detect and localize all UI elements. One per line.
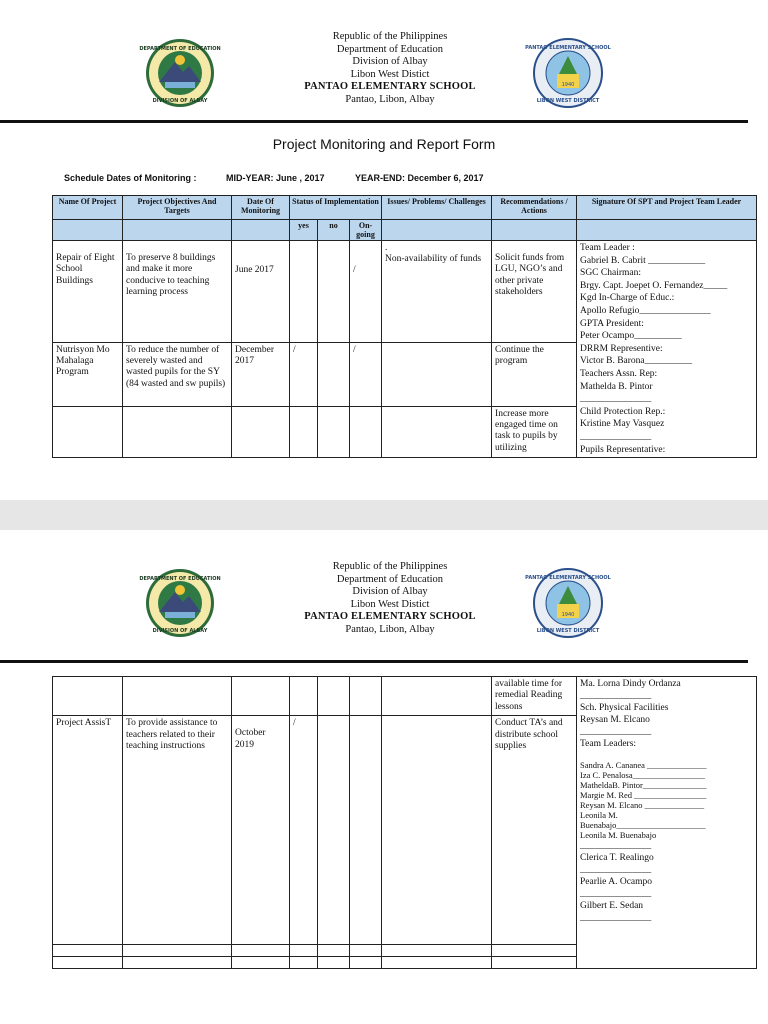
signature-line: _______________ — [580, 394, 652, 405]
school-name: PANTAO ELEMENTARY SCHOOL — [304, 81, 476, 93]
midyear-date: MID-YEAR: June , 2017 — [226, 173, 325, 183]
school-seal-icon — [525, 568, 611, 638]
header-rule — [0, 120, 748, 123]
monitoring-table — [52, 195, 757, 458]
letterhead — [0, 0, 768, 120]
seal-left-bottom-text: DIVISION OF ALBAY — [152, 98, 208, 104]
signature-cell-p1 — [577, 241, 757, 458]
signature-line: Kristine May Vasquez — [580, 419, 665, 430]
republic-line: Republic of the Philippines — [332, 561, 448, 572]
row5-date: October 2019 — [232, 716, 290, 945]
header-status: Status of Implementation — [290, 196, 382, 220]
seal-right-year: 1940 — [561, 612, 575, 618]
row1-objectives: To preserve 8 buildings and make it more conducive to teaching learning process — [123, 241, 232, 343]
signature-list — [580, 760, 753, 840]
signature-line: Margie M. Red _________________ — [580, 790, 707, 800]
yearend-date: YEAR-END: December 6, 2017 — [355, 173, 484, 183]
row1-name: Repair of Eight School Buildings — [53, 241, 123, 343]
row2-ongoing: / — [350, 342, 382, 406]
signature-line: Team Leader : — [580, 243, 635, 253]
signature-list — [580, 242, 753, 456]
address-line: Pantao, Libon, Albay — [345, 93, 435, 105]
signature-line: Leonila M. — [580, 810, 618, 820]
signature-line: Sandra A. Cananea ______________ — [580, 760, 707, 770]
seal-right-year: 1940 — [561, 82, 575, 88]
district-line: Libon West Distict — [350, 68, 430, 80]
header-no: no — [318, 220, 350, 241]
signature-list — [580, 678, 753, 750]
signature-line: Reysan M. Elcano — [580, 715, 650, 725]
row1-date: June 2017 — [232, 241, 290, 343]
address-line: Pantao, Libon, Albay — [345, 623, 435, 635]
row2-recommendations: Continue the program — [492, 342, 577, 406]
department-line: Department of Education — [336, 43, 444, 55]
header-signature: Signature Of SPT and Project Team Leader — [577, 196, 757, 220]
signature-line: Child Protection Rep.: — [580, 406, 666, 417]
signature-line: _______________ — [580, 727, 652, 737]
signature-line: Mathelda B. Pintor — [580, 381, 653, 392]
header-issues: Issues/ Problems/ Challenges — [382, 196, 492, 220]
document-page-2 — [0, 530, 768, 1024]
division-line: Division of Albay — [352, 586, 428, 598]
letterhead-text — [230, 561, 550, 637]
deped-seal-icon — [139, 38, 221, 108]
signature-line: Victor B. Barona__________ — [580, 356, 693, 367]
signature-line: Sch. Physical Facilities — [580, 703, 669, 713]
table-row — [53, 677, 757, 716]
deped-seal-icon — [139, 568, 221, 638]
signature-line: Teachers Assn. Rep: — [580, 368, 658, 379]
row5-recommendations: Conduct TA’s and distribute school supplies — [492, 716, 577, 945]
district-line: Libon West Distict — [350, 598, 430, 610]
signature-line: Kgd In-Charge of Educ.: — [580, 293, 675, 304]
school-name: PANTAO ELEMENTARY SCHOOL — [304, 611, 476, 623]
row1-recommendations: Solicit funds from LGU, NGO’s and other private stakeholders — [492, 241, 577, 343]
row3-recommendations: Increase more engaged time on task to pupils by utilizing — [492, 406, 577, 457]
signature-cell-p2 — [577, 677, 757, 969]
row1-issues-text: Non-availability of funds — [385, 254, 482, 265]
signature-line: Gilbert E. Sedan — [580, 901, 644, 911]
document-page-1 — [0, 0, 768, 500]
signature-line: Gabriel B. Cabrit ____________ — [580, 255, 706, 266]
signature-line: Ma. Lorna Dindy Ordanza — [580, 679, 681, 689]
signature-line: SGC Chairman: — [580, 268, 641, 279]
seal-right-top-text: PANTAO ELEMENTARY SCHOOL — [525, 575, 611, 581]
monitoring-table-continued — [52, 676, 757, 969]
signature-line: Reysan M. Elcano ______________ — [580, 800, 705, 810]
header-rule — [0, 660, 748, 663]
row2-yes: / — [290, 342, 318, 406]
signature-line: Buenabajo_____________________ — [580, 820, 706, 830]
signature-line: Team Leaders: — [580, 739, 637, 749]
signature-line: Iza C. Penalosa_________________ — [580, 770, 705, 780]
signature-line: MatheldaB. Pintor_______________ — [580, 780, 707, 790]
school-seal-icon — [525, 38, 611, 108]
signature-line: _______________ — [580, 889, 652, 899]
row1-no — [318, 241, 350, 343]
seal-left-bottom-text: DIVISION OF ALBAY — [152, 628, 208, 634]
row1-ongoing: / — [350, 241, 382, 343]
row4-recommendations: available time for remedial Reading lessons — [492, 677, 577, 716]
signature-list — [580, 840, 753, 924]
row1-issues — [382, 241, 492, 343]
signature-line: GPTA President: — [580, 318, 644, 329]
row2-name: Nutrisyon Mo Mahalaga Program — [53, 342, 123, 406]
signature-line: _______________ — [580, 913, 652, 923]
division-line: Division of Albay — [352, 56, 428, 68]
header-recommendations: Recommendations / Actions — [492, 196, 577, 220]
seal-left-top-text: DEPARTMENT OF EDUCATION — [139, 576, 221, 582]
signature-line: _______________ — [580, 841, 652, 851]
signature-line: DRRM Representive: — [580, 343, 663, 354]
signature-line: _______________ — [580, 865, 652, 875]
row1-issues-mark: . — [385, 243, 388, 253]
schedule-label: Schedule Dates of Monitoring : — [64, 173, 197, 183]
row5-objectives: To provide assistance to teachers related to their teaching instructions — [123, 716, 232, 945]
seal-right-bottom-text: LIBON WEST DISTRICT — [536, 98, 600, 104]
department-line: Department of Education — [336, 573, 444, 585]
signature-line: Pearlie A. Ocampo — [580, 877, 653, 887]
signature-line: Brgy. Capt. Joepet O. Fernandez_____ — [580, 280, 728, 291]
table-row — [53, 241, 757, 343]
header-date: Date Of Monitoring — [232, 196, 290, 220]
header-ongoing: On-going — [350, 220, 382, 241]
signature-line: _______________ — [580, 431, 652, 442]
signature-line: Leonila M. Buenabajo — [580, 830, 657, 840]
signature-line: _______________ — [580, 691, 652, 701]
row5-name: Project AssisT — [53, 716, 123, 945]
signature-line: Apollo Refugio_______________ — [580, 305, 711, 316]
signature-line: Peter Ocampo__________ — [580, 331, 682, 342]
row2-date: December 2017 — [232, 342, 290, 406]
letterhead-text — [230, 31, 550, 107]
form-title: Project Monitoring and Report Form — [272, 136, 496, 152]
signature-line: Pupils Representative: — [580, 444, 666, 455]
seal-right-top-text: PANTAO ELEMENTARY SCHOOL — [525, 45, 611, 51]
row5-yes: / — [290, 716, 318, 945]
header-name: Name Of Project — [53, 196, 123, 220]
letterhead — [0, 530, 768, 650]
signature-line: Clerica T. Realingo — [580, 853, 654, 863]
republic-line: Republic of the Philippines — [332, 31, 448, 42]
row2-issues — [382, 342, 492, 406]
row2-no — [318, 342, 350, 406]
row1-yes — [290, 241, 318, 343]
header-yes: yes — [290, 220, 318, 241]
row2-objectives: To reduce the number of severely wasted and wasted pupils for the SY (84 wasted and sw pupils) — [123, 342, 232, 406]
seal-left-top-text: DEPARTMENT OF EDUCATION — [139, 46, 221, 52]
seal-right-bottom-text: LIBON WEST DISTRICT — [536, 628, 600, 634]
header-objectives: Project Objectives And Targets — [123, 196, 232, 220]
